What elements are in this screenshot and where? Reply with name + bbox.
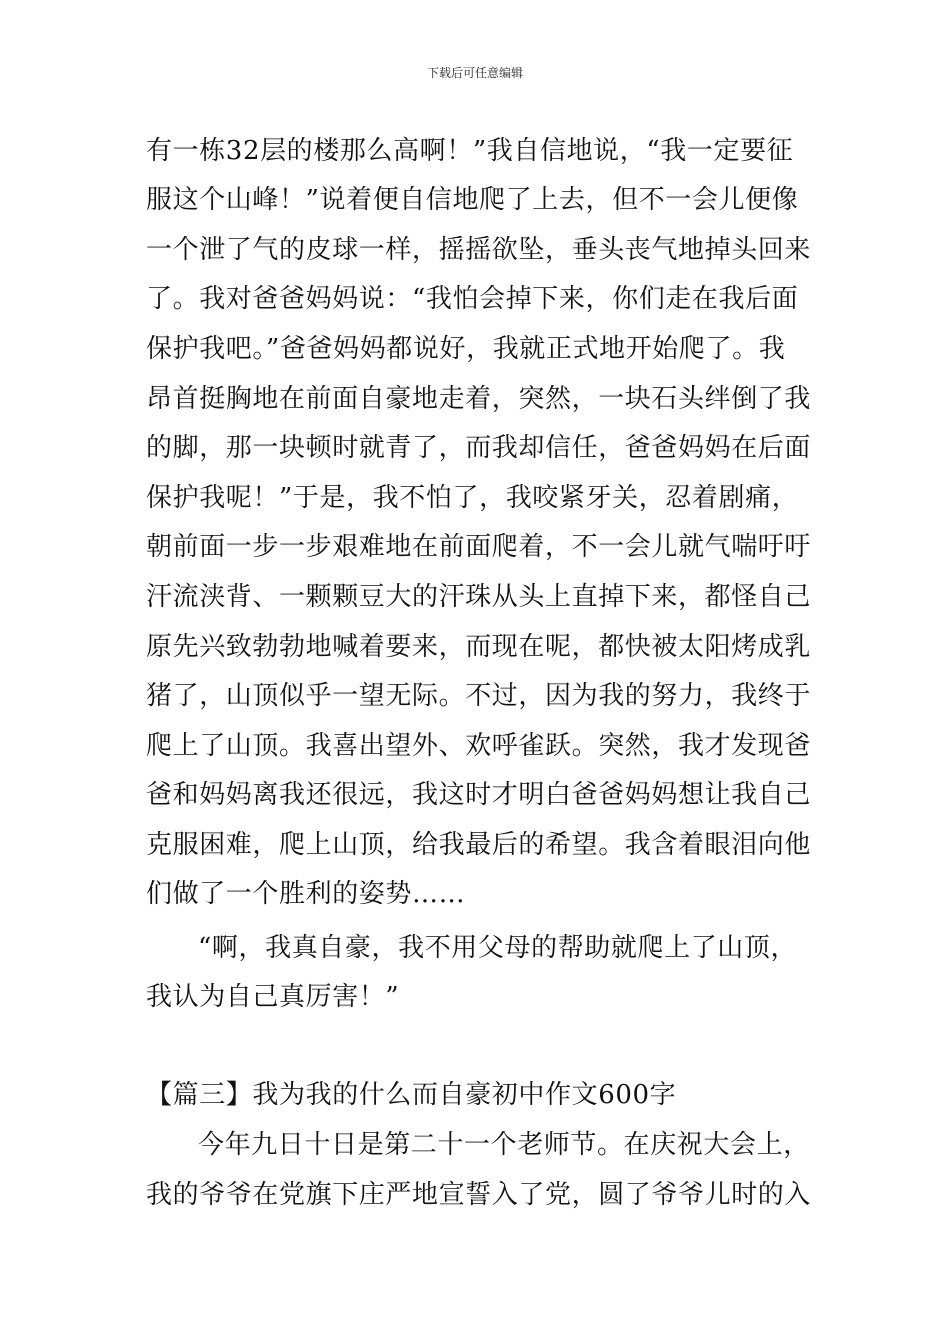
text-line: 今年九日十日是第二十一个老师节。在庆祝大会上，: [198, 1130, 810, 1160]
text-line: 保护我呢！”于是，我不怕了，我咬紧牙关，忍着剧痛，: [146, 483, 799, 513]
text-line: 朝前面一步一步艰难地在前面爬着，不一会儿就气喘吁吁: [146, 532, 812, 562]
text-line: 一个泄了气的皮球一样，摇摇欲坠，垂头丧气地掉头回来: [146, 235, 812, 265]
text-line: 昂首挺胸地在前面自豪地走着，突然，一块石头绊倒了我: [146, 384, 812, 414]
text-line: 汗流浃背、一颗颗豆大的汗珠从头上直掉下来，都怪自己: [146, 582, 812, 612]
text-line: 了。我对爸爸妈妈说：“我怕会掉下来，你们走在我后面: [146, 284, 799, 314]
text-line: 保护我吧。”爸爸妈妈都说好，我就正式地开始爬了。我: [146, 334, 786, 364]
text-line: 克服困难，爬上山顶，给我最后的希望。我含着眼泪向他: [146, 830, 812, 860]
text-line: 们做了一个胜利的姿势……: [146, 879, 466, 909]
text-line: 有一栋32层的楼那么高啊！”我自信地说，“我一定要征: [146, 136, 794, 166]
text-line: 爸和妈妈离我还很远，我这时才明白爸爸妈妈想让我自己: [146, 780, 812, 810]
text-line: 的脚，那一块顿时就青了，而我却信任，爸爸妈妈在后面: [146, 433, 812, 463]
text-line: 原先兴致勃勃地喊着要来，而现在呢，都快被太阳烤成乳: [146, 632, 812, 662]
section-heading: 【篇三】我为我的什么而自豪初中作文600字: [146, 1080, 677, 1110]
page-header: 下载后可任意编辑: [426, 66, 523, 80]
text-line: “啊，我真自豪，我不用父母的帮助就爬上了山顶，: [198, 933, 798, 963]
text-line: 我的爷爷在党旗下庄严地宣誓入了党，圆了爷爷儿时的入: [146, 1180, 812, 1210]
text-line: 我认为自己真厉害！”: [146, 982, 400, 1012]
text-line: 服这个山峰！”说着便自信地爬了上去，但不一会儿便像: [146, 185, 799, 215]
text-line: 爬上了山顶。我喜出望外、欢呼雀跃。突然，我才发现爸: [146, 731, 812, 761]
text-line: 猪了，山顶似乎一望无际。不过，因为我的努力，我终于: [146, 681, 812, 711]
